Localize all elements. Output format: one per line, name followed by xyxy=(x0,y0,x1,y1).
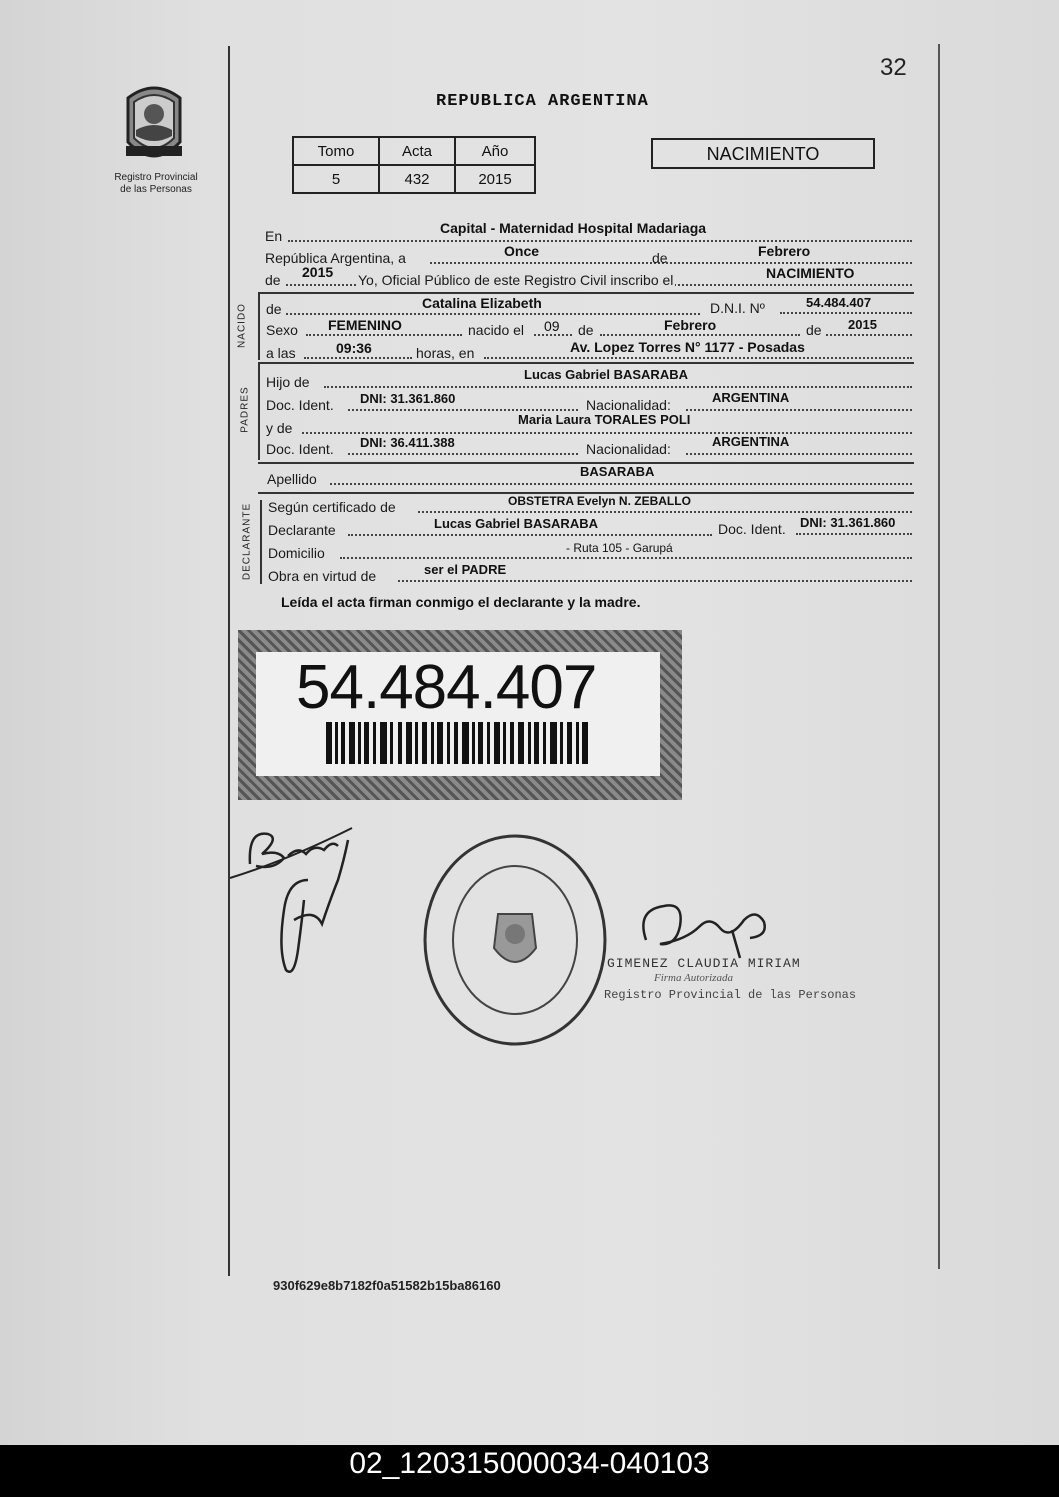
time-label: a las xyxy=(266,345,296,361)
anio-header: Año xyxy=(455,137,535,165)
basis-value: ser el PADRE xyxy=(424,562,507,577)
left-margin-rule xyxy=(228,46,230,1276)
nacionalidad-label: Nacionalidad: xyxy=(586,441,671,457)
dotted-line xyxy=(826,334,912,336)
nacido-section-label: NACIDO xyxy=(236,303,248,348)
page-number: 32 xyxy=(880,54,907,81)
de-label: de xyxy=(578,322,594,338)
father-nationality-value: ARGENTINA xyxy=(712,390,790,405)
mother-nationality-value: ARGENTINA xyxy=(712,434,790,449)
dotted-line xyxy=(348,534,712,536)
birth-year-value: 2015 xyxy=(848,317,877,332)
mother-name-value: Maria Laura TORALES POLI xyxy=(518,412,691,427)
declarant-signature-icon xyxy=(228,820,368,990)
official-seal-icon xyxy=(420,830,610,1050)
en-label: En xyxy=(265,228,283,244)
month-word-value: Febrero xyxy=(758,243,811,259)
dotted-line xyxy=(430,262,912,264)
dni-label: D.N.I. Nº xyxy=(710,300,765,316)
dotted-line xyxy=(418,511,912,513)
tomo-header: Tomo xyxy=(293,137,379,165)
declarante-label: Declarante xyxy=(268,522,336,538)
section-divider xyxy=(258,362,914,364)
barcode-icon xyxy=(326,722,596,764)
official-organization: Registro Provincial de las Personas xyxy=(604,988,857,1002)
acta-header: Acta xyxy=(379,137,455,165)
emblem-caption-line2: de las Personas xyxy=(120,184,192,195)
record-reference-table xyxy=(292,136,536,194)
registration-sentence: Yo, Oficial Público de este Registro Civil inscribo el xyxy=(358,272,674,288)
section-side-rule xyxy=(258,364,260,460)
padres-section-label: PADRES xyxy=(239,386,251,433)
day-word-value: Once xyxy=(504,243,540,259)
dotted-line xyxy=(330,483,912,485)
dotted-line xyxy=(686,453,912,455)
horas-label: horas, en xyxy=(416,345,475,361)
dotted-line xyxy=(348,409,578,411)
certificate-value: OBSTETRA Evelyn N. ZEBALLO xyxy=(508,494,691,508)
dotted-line xyxy=(534,334,572,336)
dotted-line xyxy=(686,409,912,411)
certificado-label: Según certificado de xyxy=(268,499,396,515)
father-name-value: Lucas Gabriel BASARABA xyxy=(524,367,688,382)
domicile-value: - Ruta 105 - Garupá xyxy=(566,541,673,555)
sexo-label: Sexo xyxy=(266,322,298,338)
dni-label-number: 54.484.407 xyxy=(296,653,597,722)
de-label: de xyxy=(652,250,668,266)
nacionalidad-label: Nacionalidad: xyxy=(586,397,671,413)
de-label: de xyxy=(806,322,822,338)
y-de-label: y de xyxy=(266,420,293,436)
section-side-rule xyxy=(258,294,260,360)
closing-statement: Leída el acta firman conmigo el declarante y la madre. xyxy=(281,594,641,610)
declarant-doc-value: DNI: 31.361.860 xyxy=(800,515,896,530)
domicilio-label: Domicilio xyxy=(268,545,325,561)
declarant-name-value: Lucas Gabriel BASARABA xyxy=(434,516,598,531)
record-reference-header-row xyxy=(293,137,535,165)
child-dni-value: 54.484.407 xyxy=(806,295,872,310)
emblem-caption-line1: Registro Provincial xyxy=(114,172,198,183)
right-margin-rule xyxy=(938,44,940,1269)
document-title: REPUBLICA ARGENTINA xyxy=(436,92,649,111)
document-type-box: NACIMIENTO xyxy=(651,138,875,169)
declarante-section-label: DECLARANTE xyxy=(241,502,253,581)
nacido-de-label: de xyxy=(266,301,282,317)
dotted-line xyxy=(780,312,912,314)
obra-label: Obra en virtud de xyxy=(268,568,377,584)
dotted-line xyxy=(306,334,462,336)
nacido-el-label: nacido el xyxy=(468,322,525,338)
dotted-line xyxy=(324,386,912,388)
hijo-de-label: Hijo de xyxy=(266,374,310,390)
official-signature-icon xyxy=(640,900,780,960)
birth-time-value: 09:36 xyxy=(336,340,372,356)
apellido-value: BASARABA xyxy=(580,464,655,479)
act-value: NACIMIENTO xyxy=(766,265,855,281)
sexo-value: FEMENINO xyxy=(328,317,402,333)
birth-day-value: 09 xyxy=(544,318,560,334)
place-value: Capital - Maternidad Hospital Madariaga xyxy=(440,220,707,236)
section-side-rule xyxy=(260,500,262,584)
acta-value: 432 xyxy=(379,165,455,193)
birth-address-value: Av. Lopez Torres N° 1177 - Posadas xyxy=(570,339,805,355)
dotted-line xyxy=(600,334,800,336)
province-emblem-icon xyxy=(118,80,190,168)
doc-ident-label: Doc. Ident. xyxy=(266,397,334,413)
dotted-line xyxy=(348,453,578,455)
year-prefix-label: de xyxy=(265,272,281,288)
emblem-caption xyxy=(96,172,216,196)
child-name-value: Catalina Elizabeth xyxy=(422,295,542,311)
record-reference-value-row xyxy=(293,165,535,193)
dotted-line xyxy=(340,557,912,559)
official-name: GIMENEZ CLAUDIA MIRIAM xyxy=(607,956,801,971)
dotted-line xyxy=(304,357,412,359)
father-doc-value: DNI: 31.361.860 xyxy=(360,391,456,406)
tomo-value: 5 xyxy=(293,165,379,193)
dotted-line xyxy=(286,313,700,315)
doc-ident-label: Doc. Ident. xyxy=(718,521,786,537)
anio-value: 2015 xyxy=(455,165,535,193)
dotted-line xyxy=(398,580,912,582)
section-divider xyxy=(258,292,914,294)
birth-month-value: Febrero xyxy=(664,317,717,333)
year-value: 2015 xyxy=(302,264,334,280)
official-role: Firma Autorizada xyxy=(654,972,733,984)
doc-ident-label: Doc. Ident. xyxy=(266,441,334,457)
dotted-line xyxy=(288,240,912,242)
dotted-line xyxy=(302,432,912,434)
apellido-label: Apellido xyxy=(267,471,317,487)
dotted-line xyxy=(796,533,912,535)
dotted-line xyxy=(484,357,912,359)
document-hash: 930f629e8b7182f0a51582b15ba86160 xyxy=(273,1278,501,1293)
mother-doc-value: DNI: 36.411.388 xyxy=(360,435,455,450)
republic-label: República Argentina, a xyxy=(265,250,406,266)
footer-document-code: 02_120315000034-040103 xyxy=(349,1447,710,1480)
